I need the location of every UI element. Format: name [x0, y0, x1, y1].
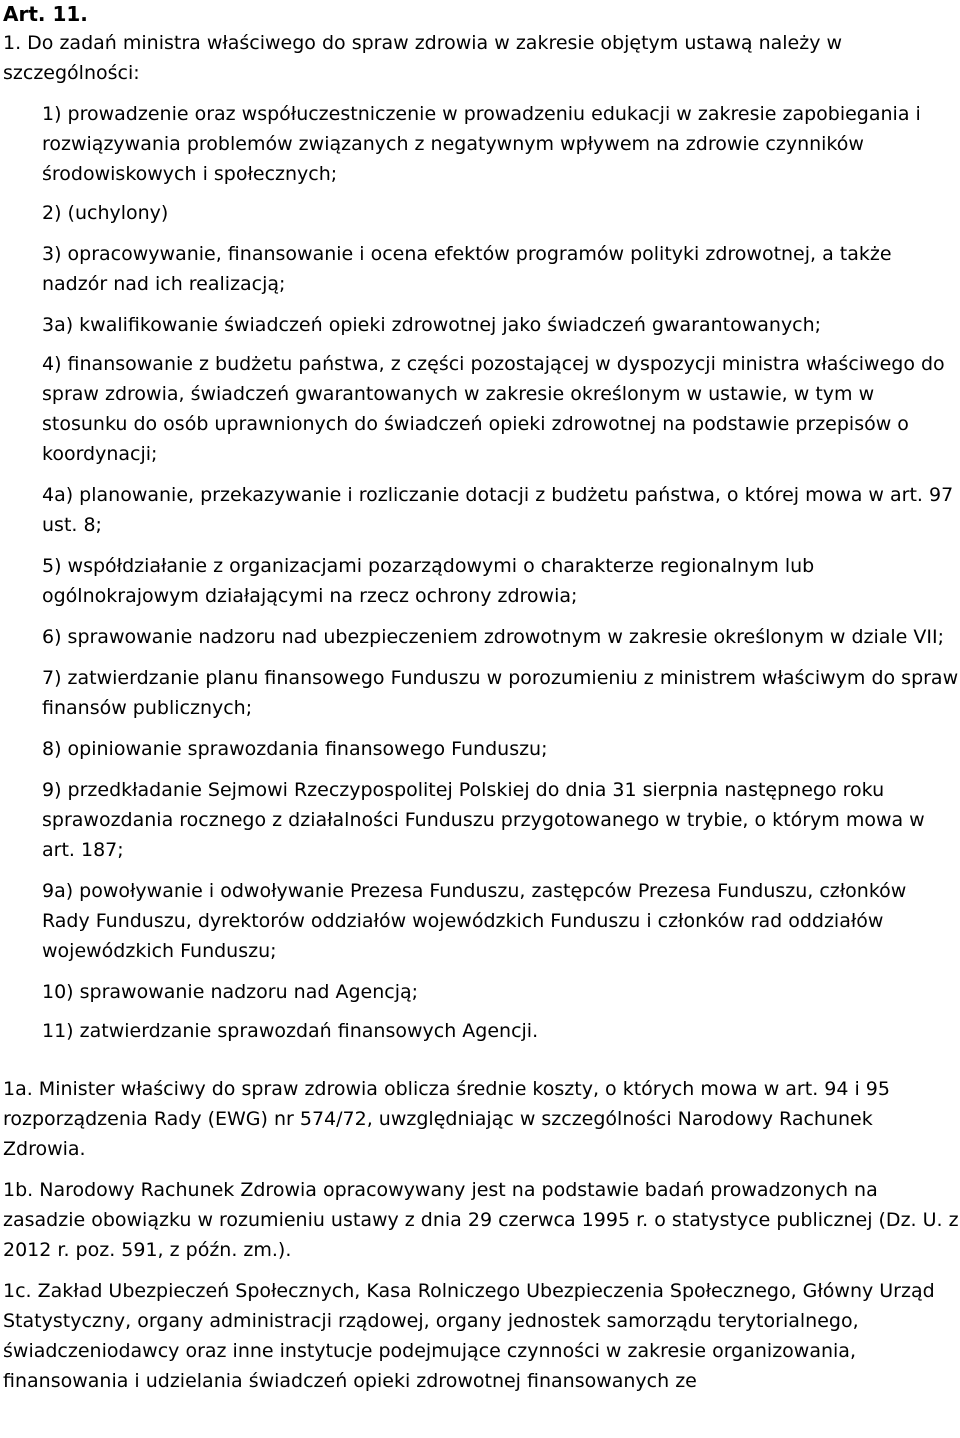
list-item: 10) sprawowanie nadzoru nad Agencją; [42, 981, 419, 1003]
list-item: 8) opiniowanie sprawozdania finansowego Funduszu; [42, 738, 548, 760]
list-item: 7) zatwierdzanie planu finansowego Funduszu w porozumieniu z ministrem właściwym do spraw finansów publicznych; [42, 667, 959, 719]
list-item: 9a) powoływanie i odwoływanie Prezesa Funduszu, zastępców Prezesa Funduszu, członków Rady Funduszu, dyrektorów oddziałów wojewódzkich Funduszu i członków rad oddziałów wojewódzkich Funduszu; [42, 880, 907, 962]
list-item: 3) opracowywanie, finansowanie i ocena efektów programów polityki zdrowotnej, a także nadzór nad ich realizacją; [42, 243, 892, 295]
list-item: 5) współdziałanie z organizacjami pozarządowymi o charakterze regionalnym lub ogólnokrajowym działającymi na rzecz ochrony zdrowia; [42, 555, 815, 607]
document-page [3, 0, 960, 1396]
list-item: 2) (uchylony) [42, 202, 169, 224]
paragraph-1-intro: 1. Do zadań ministra właściwego do spraw zdrowia w zakresie objętym ustawą należy w szczególności: [3, 32, 843, 84]
paragraph-1b: 1b. Narodowy Rachunek Zdrowia opracowywany jest na podstawie badań prowadzonych na zasadzie obowiązku w rozumieniu ustawy z dnia 29 czerwca 1995 r. o statystyce publicznej (Dz. U. z 2012 r. poz. 591, z późn. zm.). [3, 1179, 959, 1261]
article-title: Art. 11. [3, 2, 88, 26]
list-item: 4a) planowanie, przekazywanie i rozliczanie dotacji z budżetu państwa, o której mowa w art. 97 ust. 8; [42, 484, 954, 536]
list-item: 3a) kwalifikowanie świadczeń opieki zdrowotnej jako świadczeń gwarantowanych; [42, 314, 822, 336]
list-item: 11) zatwierdzanie sprawozdań finansowych Agencji. [42, 1020, 539, 1042]
paragraph-1c: 1c. Zakład Ubezpieczeń Społecznych, Kasa Rolniczego Ubezpieczenia Społecznego, Główny Urząd Statystyczny, organy administracji rządowej, organy jednostek samorządu terytorialnego, świadczeniodawcy oraz inne instytucje podejmujące czynności w zakresie organizowania, finansowania i udzielania świadczeń opieki zdrowotnej finansowanych ze [3, 1280, 935, 1392]
paragraph-1a: 1a. Minister właściwy do spraw zdrowia oblicza średnie koszty, o których mowa w art. 94 i 95 rozporządzenia Rady (EWG) nr 574/72, uwzględniając w szczególności Narodowy Rachunek Zdrowia. [3, 1078, 890, 1160]
list-item: 4) finansowanie z budżetu państwa, z części pozostającej w dyspozycji ministra właściwego do spraw zdrowia, świadczeń gwarantowanych w zakresie określonym w ustawie, w tym w stosunku do osób uprawnionych do świadczeń opieki zdrowotnej na podstawie przepisów o koordynacji; [42, 353, 945, 465]
list-item: 1) prowadzenie oraz współuczestniczenie w prowadzeniu edukacji w zakresie zapobiegania i rozwiązywania problemów związanych z negatywnym wpływem na zdrowie czynników środowiskowych i społecznych; [42, 103, 921, 185]
list-item: 6) sprawowanie nadzoru nad ubezpieczeniem zdrowotnym w zakresie określonym w dziale VII; [42, 626, 945, 648]
list-item: 9) przedkładanie Sejmowi Rzeczypospolitej Polskiej do dnia 31 sierpnia następnego roku sprawozdania rocznego z działalności Funduszu przygotowanego w trybie, o którym mowa w art. 187; [42, 779, 925, 861]
